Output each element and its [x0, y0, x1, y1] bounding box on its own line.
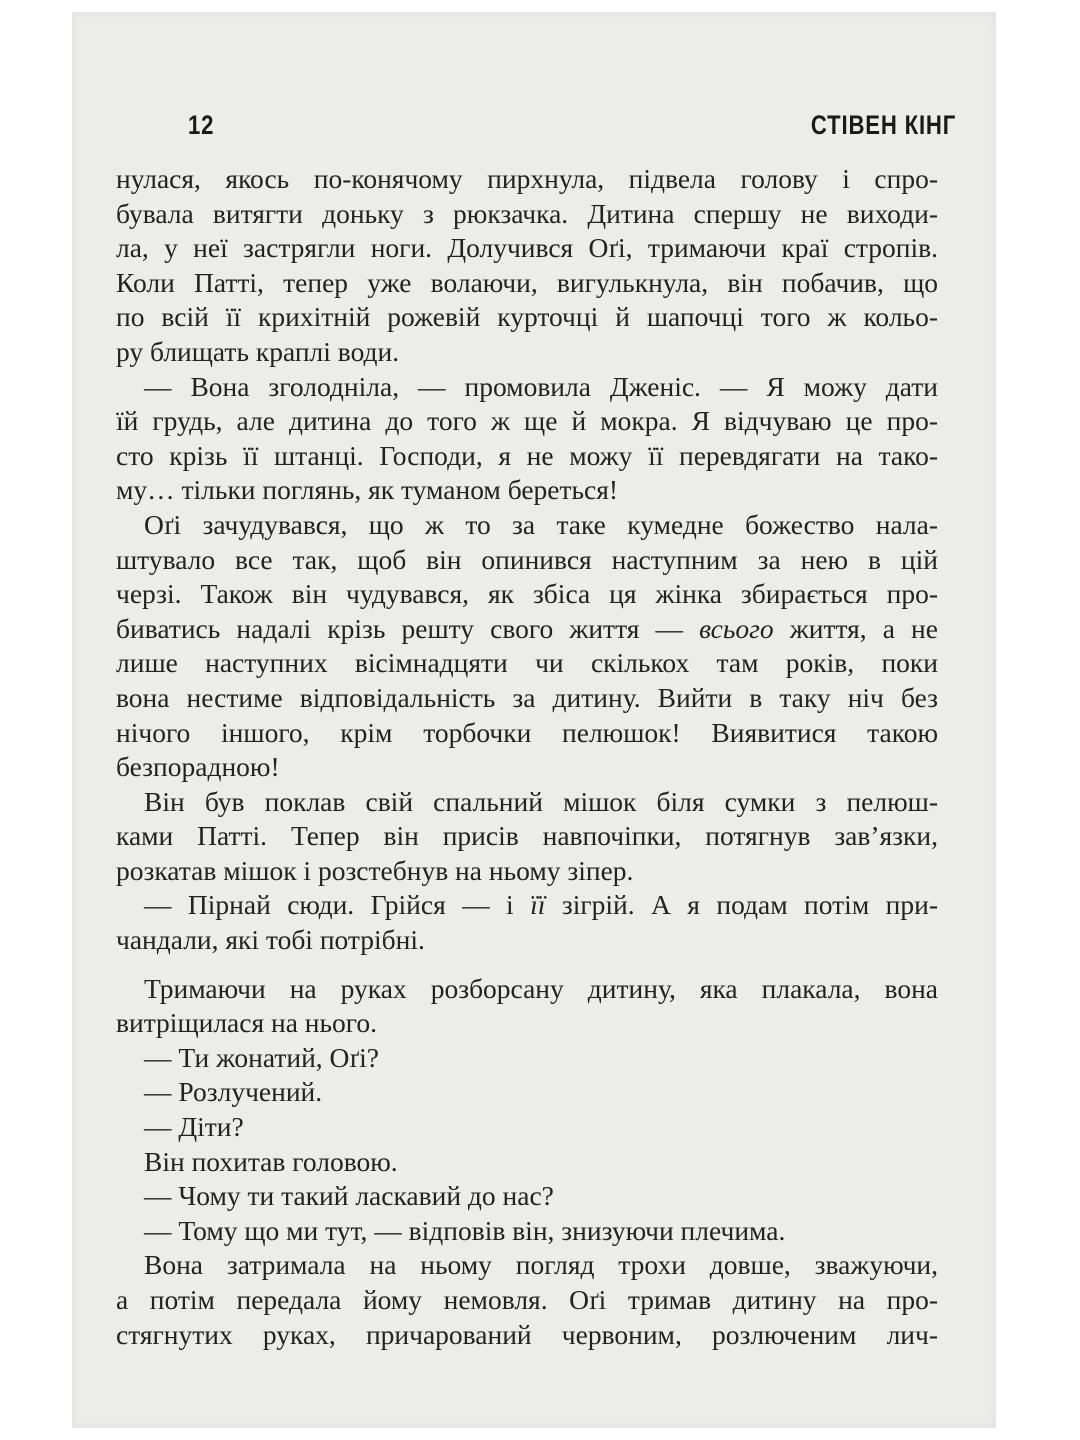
page-header [188, 110, 956, 150]
body-text [116, 162, 938, 1352]
text-line: му… тільки поглянь, як туманом береться! [116, 474, 619, 506]
text-line: Він був поклав свій спальний мішок біля сумки з пелюш- [144, 785, 938, 817]
text-line: нулася, якось по-конячому пирхнула, підвела голову і спро- [116, 163, 938, 194]
text-segment: биватись надалі крізь решту свого життя — [116, 612, 700, 644]
text-line: сто крізь її штанці. Господи, я не можу її перевдягати на тако- [116, 439, 938, 471]
text-line: стягнутих руках, причарований червоним, розлюченим лич- [116, 1318, 938, 1350]
text-line: — Діти? [144, 1111, 244, 1143]
page-number: 12 [188, 110, 215, 140]
text-line: вона нестиме відповідальність за дитину. Вийти в таку ніч без [116, 681, 938, 713]
text-line: — Вона зголодніла, — промовила Дженіс. — Я можу дати [144, 370, 938, 402]
text-line: — Чому ти такий ласкавий до нас? [144, 1180, 554, 1212]
text-line: Вона затримала на ньому погляд трохи довше, зважуючи, [144, 1249, 938, 1281]
text-line: лише наступних вісімнадцяти чи скількох там років, поки [116, 647, 938, 679]
text-line-with-emphasis [116, 888, 938, 923]
text-line: Тримаючи на руках розборсану дитину, яка плакала, вона [144, 972, 938, 1004]
emphasized-word: всього [699, 612, 774, 644]
text-segment: зігрій. А я подам потім при- [545, 889, 938, 921]
text-line: черзі. Також він чудувався, як збіса ця жінка збирається про- [116, 578, 938, 610]
text-line: Він похитав головою. [144, 1145, 398, 1177]
text-line: штувало все так, щоб він опинився наступним за нею в цій [116, 543, 938, 575]
text-segment: — Пірнай сюди. Грійся — і [144, 889, 531, 921]
text-line: ками Патті. Тепер він присів навпочіпки, потягнув зав’язки, [116, 820, 938, 852]
text-line: Коли Патті, тепер уже волаючи, вигулькнула, він побачив, що [116, 266, 938, 298]
text-line: нічого іншого, крім торбочки пелюшок! Виявитися такою [116, 716, 938, 748]
text-line: ру блищать краплі води. [116, 335, 400, 367]
emphasized-word: її [530, 889, 546, 921]
text-line: а потім передала йому немовля. Оґі тримав дитину на про- [116, 1284, 938, 1315]
text-line: Оґі зачудувався, що ж то за таке кумедне божество нала- [144, 508, 938, 540]
text-line: чандали, які тобі потрібні. [116, 924, 425, 956]
text-line: — Ти жонатий, Оґі? [144, 1041, 379, 1073]
text-line-with-emphasis [116, 612, 938, 647]
running-head-author: СТІВЕН КІНГ [810, 110, 956, 140]
text-line: — Тому що ми тут, — відповів він, знизуючи плечима. [144, 1214, 786, 1246]
text-line: по всій її крихітній рожевій курточці й шапочці того ж кольо- [116, 301, 938, 333]
text-segment: життя, а не [773, 612, 938, 644]
text-line: їй грудь, але дитина до того ж ще й мокра. Я відчуваю це про- [116, 405, 938, 437]
text-line: витріщилася на нього. [116, 1007, 378, 1039]
text-line: безпорадною! [116, 751, 280, 783]
text-line: бувала витягти доньку з рюкзачка. Дитина спершу не виходи- [116, 197, 938, 229]
text-line: розкатав мішок і розстебнув на ньому зіпер. [116, 854, 634, 886]
text-line: — Розлучений. [144, 1076, 323, 1108]
text-line: ла, у неї застрягли ноги. Долучився Оґі, тримаючи краї стропів. [116, 232, 938, 264]
